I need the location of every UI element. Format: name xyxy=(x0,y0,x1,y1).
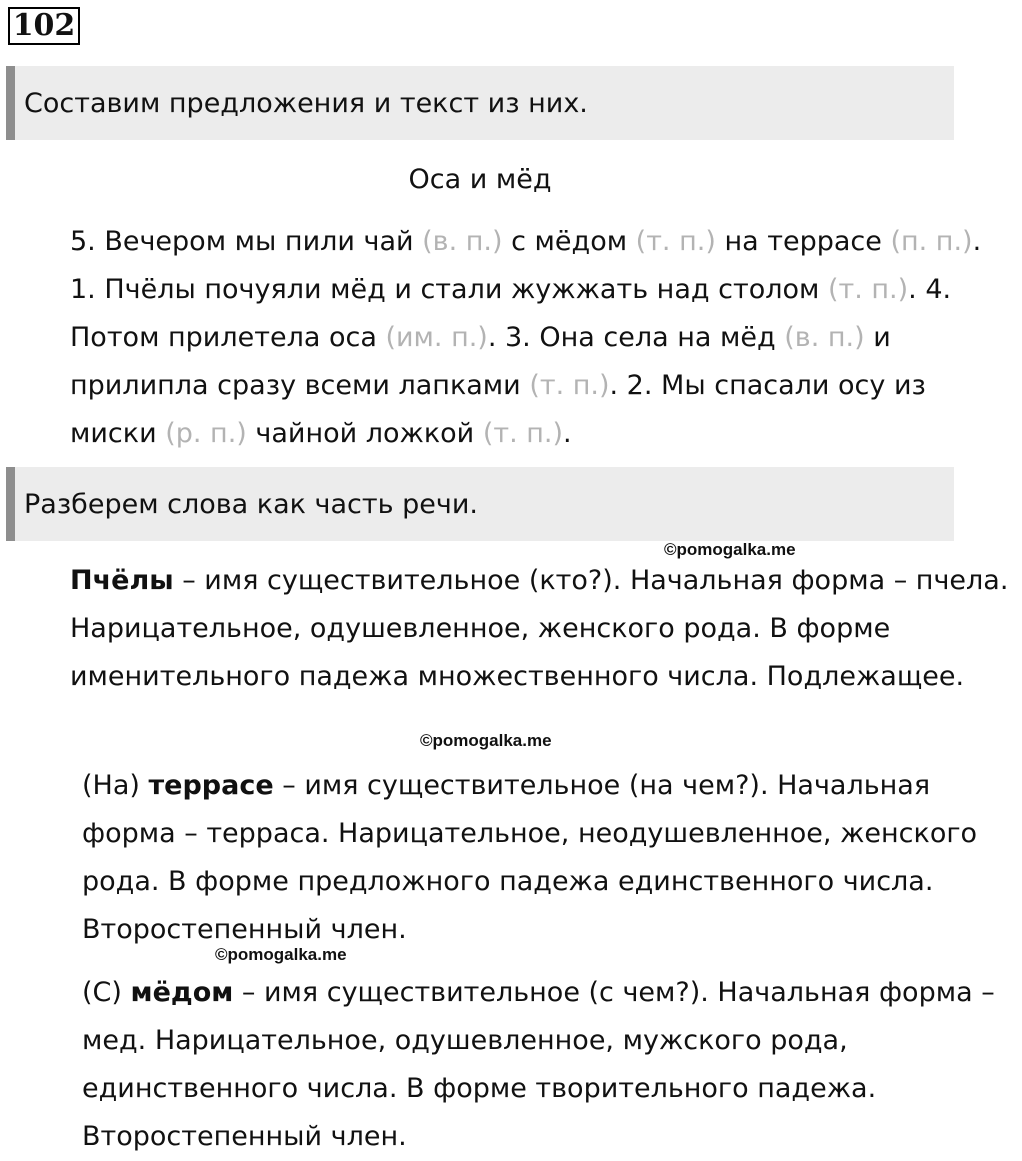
case-label: (в. п.) xyxy=(784,322,865,353)
analysis-word: террасе xyxy=(148,770,274,801)
section-heading-text: Разберем слова как часть речи. xyxy=(24,488,478,520)
section-heading-text: Составим предложения и текст из них. xyxy=(24,87,588,119)
case-label: (р. п.) xyxy=(165,418,247,449)
story-title: Оса и мёд xyxy=(408,164,552,195)
section-heading-compose xyxy=(6,66,954,140)
analysis-text: – имя существительное (кто?). Начальная форма – пчела. Нарицательное, одушевленное, женского рода. В форме именительного падежа множественного числа. Подлежащее. xyxy=(70,565,1009,692)
analysis-text: – имя существительное (на чем?). Начальная форма – терраса. Нарицательное, неодушевленное, женского рода. В форме предложного падежа единственного числа. Второстепенный член. xyxy=(82,770,978,945)
sentence-fragment: . 3. Она села на мёд xyxy=(487,322,785,353)
sentence-fragment: на террасе xyxy=(715,226,891,257)
case-label: (т. п.) xyxy=(635,226,716,257)
sentence-fragment: чайной ложкой xyxy=(246,418,483,449)
analysis-word: мёдом xyxy=(130,977,234,1008)
analysis-paragraph-honey xyxy=(8,969,1022,1161)
analysis-text: – имя существительное (с чем?). Начальная форма – мед. Нарицательное, одушевленное, мужского рода, единственного числа. В форме творительного падежа. Второстепенный член. xyxy=(82,977,995,1152)
case-label: (т. п.) xyxy=(482,418,564,449)
watermark: ©pomogalka.me xyxy=(664,540,796,559)
task-number: 102 xyxy=(8,7,80,45)
analysis-prefix: (На) xyxy=(82,770,149,801)
sentence-fragment: . 2. Мы спасали осу из миски xyxy=(70,370,926,449)
sentence-fragment: 5. Вечером мы пили чай xyxy=(70,226,423,257)
sentence-fragment: . 1. Пчёлы почуяли мёд и стали жужжать над столом xyxy=(70,226,982,305)
analysis-paragraph-terrace xyxy=(8,762,1022,954)
case-label: (им. п.) xyxy=(385,322,488,353)
sentence-fragment: . xyxy=(563,418,572,449)
analysis-word: Пчёлы xyxy=(70,565,174,596)
case-label: (в. п.) xyxy=(422,226,503,257)
story-text xyxy=(8,218,1010,458)
watermark: ©pomogalka.me xyxy=(215,945,347,964)
watermark: ©pomogalka.me xyxy=(420,731,552,750)
analysis-paragraph-bees xyxy=(8,557,1010,701)
sentence-fragment: и прилипла сразу всеми лапками xyxy=(70,322,891,401)
case-label: (п. п.) xyxy=(890,226,973,257)
section-heading-analysis xyxy=(6,467,954,541)
sentence-fragment: с мёдом xyxy=(502,226,636,257)
sentence-fragment: . 4. Потом прилетела оса xyxy=(70,274,952,353)
case-label: (т. п.) xyxy=(827,274,909,305)
analysis-prefix: (С) xyxy=(82,977,131,1008)
case-label: (т. п.) xyxy=(529,370,610,401)
